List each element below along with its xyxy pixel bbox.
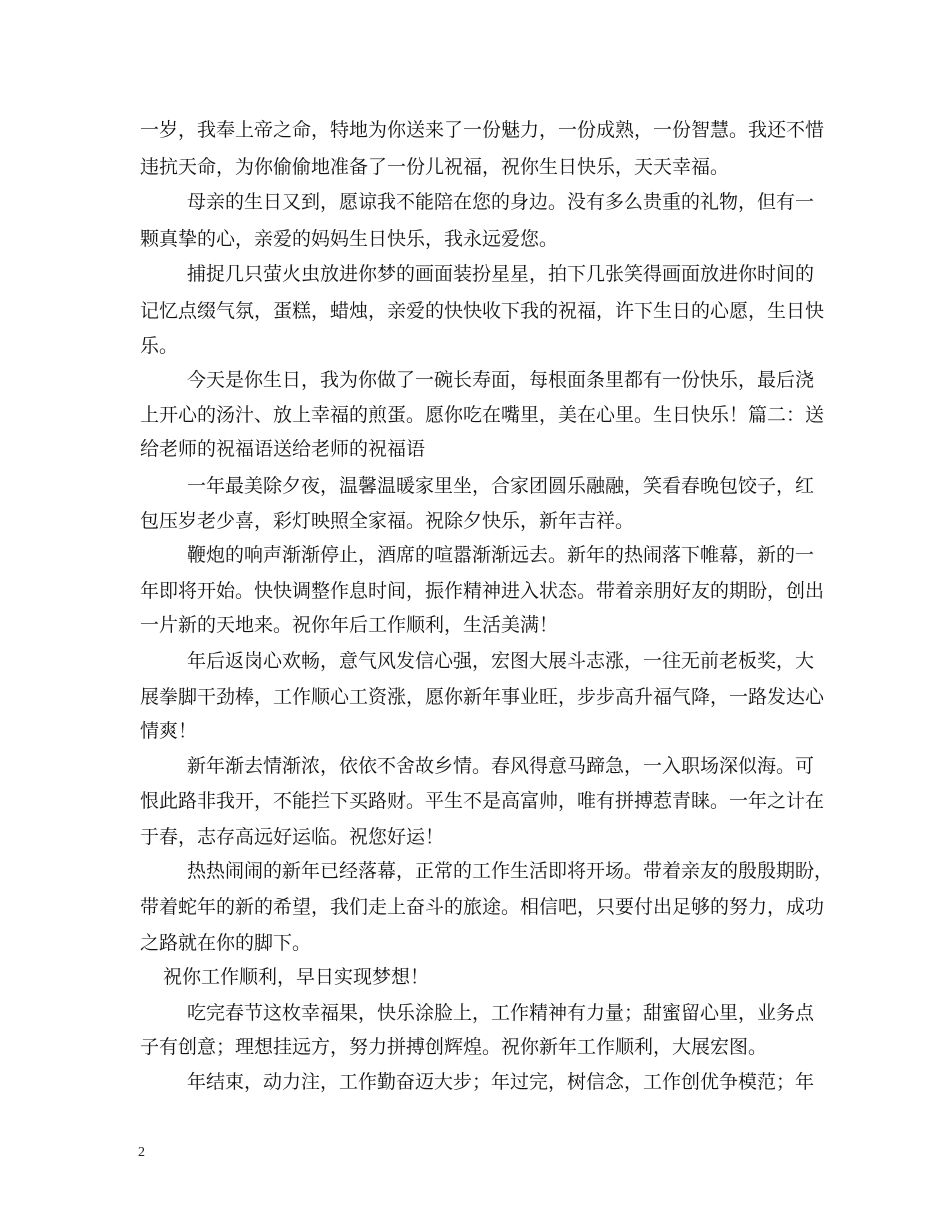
text-line: 情爽！ [140,720,198,742]
text-line: 一年最美除夕夜，温馨温暖家里坐，合家团圆乐融融，笑看春晚包饺子，红 [187,475,815,497]
text-line: 捕捉几只萤火虫放进你梦的画面装扮星星，拍下几张笑得画面放进你时间的 [187,263,815,285]
text-line: 展拳脚干劲棒，工作顺心工资涨，愿你新年事业旺，步步高升福气降，一路发达心 [140,686,825,708]
text-line: 违抗天命，为你偷偷地准备了一份儿祝福，祝你生日快乐，天天幸福。 [140,156,730,178]
text-line: 于春，志存高远好运临。祝您好运！ [140,826,445,848]
text-line: 一片新的天地来。祝你年后工作顺利，生活美满！ [140,614,559,636]
text-line: 乐。 [140,335,179,357]
text-line: 祝你工作顺利，早日实现梦想！ [163,966,430,988]
text-line: 年结束，动力注，工作勤奋迈大步；年过完，树信念，工作创优争模范；年 [187,1071,815,1093]
text-line: 之路就在你的脚下。 [140,932,312,954]
text-line: 带着蛇年的新的希望，我们走上奋斗的旅途。相信吧，只要付出足够的努力，成功 [140,896,825,918]
text-line: 热热闹闹的新年已经落幕，正常的工作生活即将开场。带着亲友的殷殷期盼， [187,860,834,882]
page-number: 2 [138,1145,145,1160]
text-line: 新年渐去情渐浓，依依不舍故乡情。春风得意马蹄急，一入职场深似海。可 [187,755,815,777]
text-line: 给老师的祝福语送给老师的祝福语 [140,438,426,460]
text-line: 鞭炮的响声渐渐停止，酒席的喧嚣渐渐远去。新年的热闹落下帷幕，新的一 [187,544,815,566]
text-line: 今天是你生日，我为你做了一碗长寿面，每根面条里都有一份快乐，最后浇 [187,369,815,391]
text-line: 恨此路非我开，不能拦下买路财。平生不是高富帅，唯有拼搏惹青睐。一年之计在 [140,790,825,812]
text-line: 包压岁老少喜，彩灯映照全家福。祝除夕快乐，新年吉祥。 [140,510,635,532]
text-line: 上开心的汤汁、放上幸福的煎蛋。愿你吃在嘴里，美在心里。生日快乐！篇二：送 [140,404,825,426]
text-line: 母亲的生日又到，愿谅我不能陪在您的身边。没有多么贵重的礼物，但有一 [187,191,815,213]
text-line: 年后返岗心欢畅，意气风发信心强，宏图大展斗志涨，一往无前老板奖，大 [187,650,815,672]
text-line: 年即将开始。快快调整作息时间，振作精神进入状态。带着亲朋好友的期盼，创出 [140,580,825,602]
text-line: 颗真挚的心，亲爱的妈妈生日快乐，我永远爱您。 [140,228,559,250]
text-line: 吃完春节这枚幸福果，快乐涂脸上，工作精神有力量；甜蜜留心里，业务点 [187,1002,815,1024]
text-line: 记忆点缀气氛，蛋糕，蜡烛，亲爱的快快收下我的祝福，许下生日的心愿，生日快 [140,300,825,322]
text-line: 子有创意；理想挂远方，努力拼搏创辉煌。祝你新年工作顺利，大展宏图。 [140,1036,768,1058]
text-line: 一岁，我奉上帝之命，特地为你送来了一份魅力，一份成熟，一份智慧。我还不惜 [140,119,825,141]
